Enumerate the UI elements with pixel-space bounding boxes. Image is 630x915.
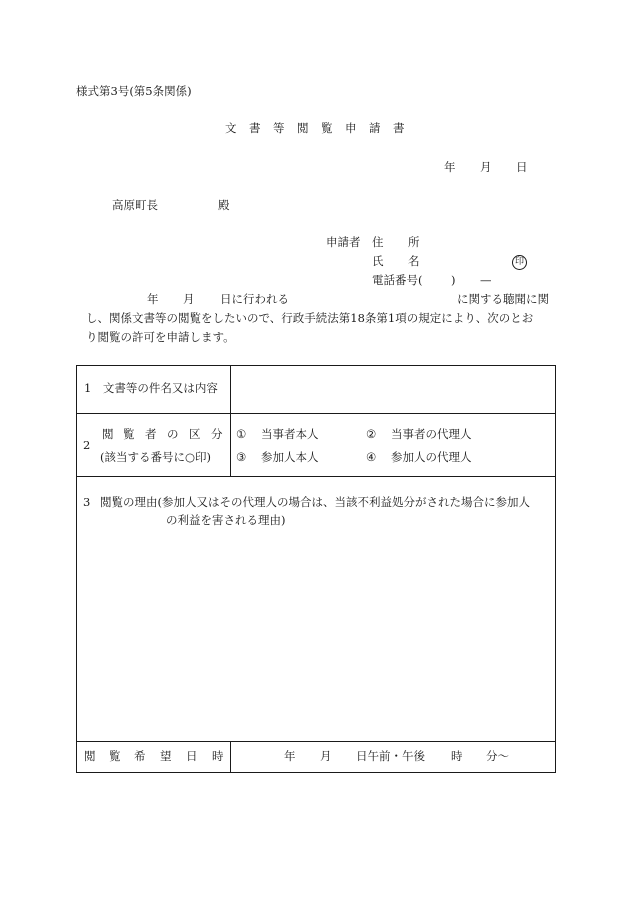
address-label-char: 住: [372, 235, 384, 249]
row4-year: 年: [284, 749, 296, 763]
row4-label-char: 閲: [84, 749, 96, 763]
row2-label-char: の: [167, 427, 179, 441]
option-text: 参加人の代理人: [391, 450, 472, 464]
row4-hour: 時: [451, 749, 463, 763]
row3-heading: 閲覧の理由(参加人又はその代理人の場合は、当該不利益処分がされた場合に参加人: [100, 495, 530, 509]
addressee-name: 高原町長: [112, 198, 158, 212]
title-char: 書: [249, 121, 261, 135]
body-line-2: し、関係文書等の閲覧をしたいので、行政手続法第18条第1項の規定により、次のとお: [86, 311, 534, 325]
row2-label-char: 者: [145, 427, 157, 441]
date-month: 月: [480, 160, 492, 174]
option-mark: ②: [366, 427, 377, 441]
row4-minute: 分～: [486, 749, 509, 763]
date-year: 年: [444, 160, 456, 174]
row4-day-ampm: 日午前・午後: [356, 749, 425, 763]
title-char: 文: [225, 121, 237, 135]
row2-label-char: 閲: [102, 427, 114, 441]
body-day-text: 日に行われる: [220, 292, 289, 306]
phone-dash: —: [480, 273, 492, 287]
title-char: 等: [273, 121, 285, 135]
title-char: 閲: [297, 121, 309, 135]
row4-label-char: 日: [186, 749, 198, 763]
body-hearing: に関する聴聞に関: [457, 292, 549, 306]
address-label-char: 所: [408, 235, 420, 249]
option-mark: ①: [236, 427, 247, 441]
row4-label-char: 時: [212, 749, 224, 763]
phone-paren-close: ): [451, 273, 456, 287]
row4-label-char: 希: [134, 749, 146, 763]
row4-label-char: 望: [160, 749, 172, 763]
option-text: 当事者の代理人: [391, 427, 472, 441]
body-month: 月: [183, 292, 195, 306]
option-text: 当事者本人: [261, 427, 319, 441]
row2-sublabel: (該当する番号に○印): [100, 450, 212, 464]
date-day: 日: [516, 160, 528, 174]
row2-label-char: 覧: [123, 427, 135, 441]
body-line-3: り閲覧の許可を申請します。: [86, 330, 235, 344]
row1-label: 1 文書等の件名又は内容: [84, 381, 218, 395]
addressee-honorific: 殿: [218, 198, 230, 212]
row2-label-char: 区: [189, 427, 201, 441]
row4-label-char: 覧: [109, 749, 121, 763]
title-char: 申: [345, 121, 357, 135]
option-mark: ③: [236, 450, 247, 464]
row3-heading-cont: の利益を害される理由): [166, 513, 286, 527]
row3-number: 3: [83, 495, 91, 509]
name-label-char: 氏: [372, 254, 384, 268]
option-text: 参加人本人: [261, 450, 319, 464]
phone-label: 電話番号(: [372, 273, 423, 287]
row2-number: 2: [83, 438, 91, 452]
name-label-char: 名: [408, 254, 420, 268]
row2-label-char: 分: [211, 427, 223, 441]
option-mark: ④: [366, 450, 377, 464]
applicant-label: 申請者: [326, 235, 361, 249]
row4-month: 月: [320, 749, 332, 763]
title-char: 覧: [321, 121, 333, 135]
body-year: 年: [147, 292, 159, 306]
form-number: 様式第3号(第5条関係): [76, 84, 192, 98]
title-char: 請: [369, 121, 381, 135]
title-char: 書: [393, 121, 405, 135]
seal-mark: 印: [512, 255, 527, 270]
